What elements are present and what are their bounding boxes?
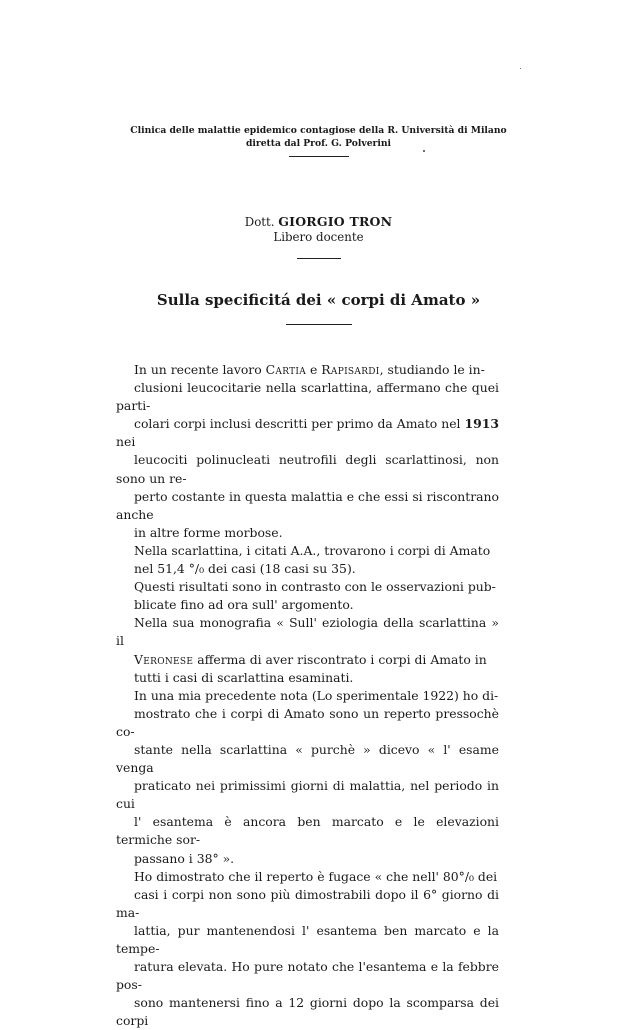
text-line: passano i 38° ». [134,850,235,866]
text-line: Ho dimostrato che il reperto è fugace « che nell' 80°/₀ dei [134,868,498,884]
text-line: Nella scarlattina, i citati A.A., trovarono i corpi di Amato [134,542,491,558]
text-line: mostrato che i corpi di Amato sono un reperto pressochè co- [116,705,499,739]
text-line: In una mia precedente nota (Lo sperimentale 1922) ho di- [134,687,499,703]
text-line: stante nella scarlattina « purchè » dicevo « l' esame venga [116,741,499,776]
text-line [116,651,499,669]
text-line: Nella sua monografia « Sull' eziologia della scarlattina » il [116,615,499,649]
print-speck [520,68,521,69]
text-line: blicate fino ad ora sull' argomento. [134,597,354,613]
paragraph-6 [116,868,499,1030]
author-divider [297,258,341,259]
institution-header [0,124,637,157]
text-line: praticato nei primissimi giorni di malattia, nel periodo in cui [116,778,499,812]
text-run: e [306,362,322,377]
title-block [0,290,637,325]
text-line: casi i corpi non sono più dimostrabili dopo il 6° giorno di ma- [116,886,499,920]
text-line: Questi risultati sono in contrasto con le osservazioni pub- [134,579,496,595]
paragraph-3 [116,578,499,614]
print-speck [423,150,425,152]
text-line: sono mantenersi fino a 12 giorni dopo la scomparsa dei corpi [116,995,499,1029]
author-block [0,214,637,259]
author-name: GIORGIO TRON [278,214,393,229]
text-run: nei [116,434,136,450]
text-line: leucociti polinucleati neutrofili degli scarlattinosi, non sono un re- [116,452,499,486]
author-line [0,214,637,230]
text-run: afferma di aver riscontrato i corpi di Amato in [193,651,487,667]
paragraph-2 [116,542,499,578]
text-line: nel 51,4 °/₀ dei casi (18 casi su 35). [134,561,356,577]
author-role: Libero docente [273,230,364,244]
header-line-1: Clinica delle malattie epidemico contagiose della R. Università di Milano [130,125,507,136]
text-line: ratura elevata. Ho pure notato che l'esantema e la febbre pos- [116,959,499,993]
text-run: colari corpi inclusi descritti per primo da Amato nel [134,416,465,432]
text-run: , studiando le in- [379,362,485,377]
year-reference: 1913 [464,416,499,432]
article-title: Sulla specificitá dei « corpi di Amato » [156,291,481,309]
text-line: perto costante in questa malattia e che essi si riscontrano anche [116,488,499,522]
article-body [116,361,499,1030]
text-line [116,361,499,379]
header-divider [289,156,349,157]
paragraph-4 [116,614,499,686]
title-divider [286,324,352,325]
text-line: tutti i casi di scarlattina esaminati. [134,669,354,685]
author-prefix: Dott. [244,215,275,229]
author-reference: Veronese [134,651,194,667]
text-line: l' esantema è ancora ben marcato e le elevazioni termiche sor- [116,814,499,848]
paragraph-1 [116,361,499,542]
author-reference: Rapisardi [321,362,380,377]
text-line: lattia, pur mantenendosi l' esantema ben marcato e la tempe- [116,922,499,956]
header-line-2: diretta dal Prof. G. Polverini [245,138,392,149]
text-run: In un recente lavoro [134,362,266,377]
text-line [116,415,499,451]
text-line: clusioni leucocitarie nella scarlattina, affermano che quei parti- [116,380,499,414]
author-reference: Cartia [265,362,307,377]
text-line: in altre forme morbose. [134,524,283,540]
paragraph-5 [116,687,499,868]
